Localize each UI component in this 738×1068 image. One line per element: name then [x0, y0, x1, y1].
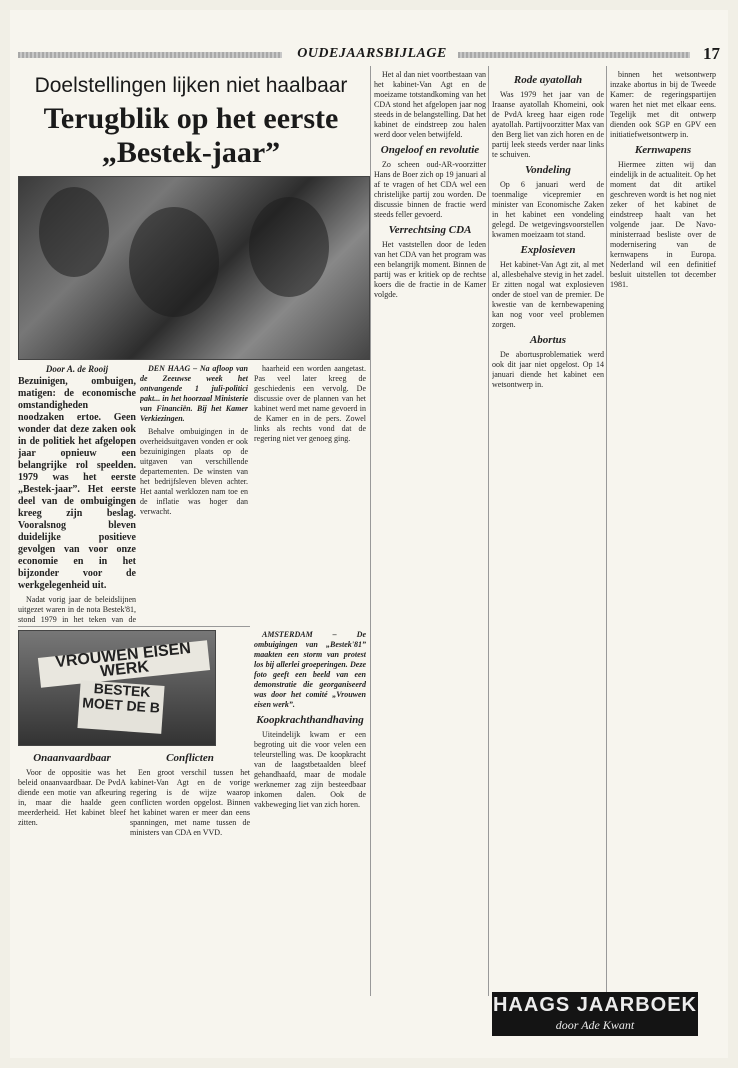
article-title	[16, 102, 366, 170]
article-column	[492, 70, 604, 990]
section-heading: Abortus	[529, 334, 567, 346]
demonstration-photo	[18, 630, 216, 746]
section-heading: Onaanvaardbaar	[33, 752, 111, 764]
article-paragraph: Een groot verschil tussen het kabinet-Van Agt en de vorige regering is de wijze waarop conflicten worden opgelost. Binnen het kabinet waren er meer dan eens spanningen, met name tussen de ministers van CDA en VVD.	[130, 768, 250, 837]
section-heading: Conflicten	[166, 752, 214, 764]
ad-title: HAAGS JAARBOEK	[492, 994, 698, 1016]
article-paragraph: Het kabinet-Van Agt zit, al met al, allesbehalve stevig in het zadel. Er zitten nogal wat explosieven onder de stoel van de premier. De kwestie van de kernbewapening kan nog voor veel problemen zorgen.	[492, 260, 604, 329]
article-paragraph: Op 6 januari werd de toenmalige vicepremier en minister van Economische Zaken in het kabinet een vondeling gelegd. De wetgevingsvoorstellen kwamen moeizaam tot stand.	[492, 180, 604, 239]
ad-subtitle: door Ade Kwant	[555, 1018, 635, 1032]
article-column	[18, 748, 126, 990]
divider	[18, 626, 250, 627]
article-column	[140, 364, 248, 626]
article-paragraph: Was 1979 het jaar van de Iraanse ayatollah Khomeini, ook de PvdA kreeg haar eigen rode ayatollah. Partijvoorzitter Max van den Berg liet van zich horen en de partij leek steeds verder naar links te schuiven.	[492, 90, 604, 159]
section-heading: Rode ayatollah	[513, 74, 583, 86]
photo-figure	[129, 207, 219, 317]
page-number: 17	[703, 44, 720, 63]
article-paragraph: Behalve ombuigingen in de overheidsuitgaven vonden er ook bezuinigingen plaats op de uitgaven van verschillende departementen. De winsten van het bedrijfsleven bleven achter. Het aantal werklozen nam toe en de inflatie was hoger dan verwacht.	[140, 427, 248, 516]
article-paragraph: De abortusproblematiek werd ook dit jaar niet opgelost. Op 14 januari diende het kabinet een wetsontwerp in.	[492, 350, 604, 389]
article-paragraph: binnen het wetsontwerp inzake abortus in bij de Tweede Kamer: de regeringspartijen waren het niet met elkaar eens. Tegelijk met dit ontwerp dienden ook SGP en GPV een initiatiefwetsontwerp in.	[610, 70, 716, 139]
article-headline	[16, 74, 366, 170]
article-kicker: Doelstellingen lijken niet haalbaar	[34, 74, 348, 97]
article-paragraph: Nadat vorig jaar de beleidslijnen uitgezet waren in de nota Bestek'81, stond 1979 in het teken van de	[18, 595, 136, 624]
article-column	[610, 70, 716, 990]
cabinet-photo	[18, 176, 370, 360]
article-paragraph: Zo scheen oud-AR-voorzitter Hans de Boer zich op 19 januari al af te vragen of het CDA wel een christelijke partij zou worden. De discussie binnen de fractie werd steeds feller gevoerd.	[374, 160, 486, 219]
article-column	[254, 364, 366, 626]
section-heading: Kernwapens	[634, 144, 692, 156]
article-column	[130, 748, 250, 990]
article-paragraph: Hiermee zitten wij dan eindelijk in de actualiteit. Op het moment dat dit artikel geschreven wordt is het nog niet zeker of het kabinet de eindstreep haalt van het volgende jaar. De Navo-ministerraad besliste over de modernisering van de kernwapens in Europa. Nederland wil een definitief besluit uitstellen tot december 1981.	[610, 160, 716, 289]
article-paragraph: Uiteindelijk kwam er een begroting uit die voor velen een teleurstelling was. De koopkracht van de laagstbetaalden bleef gehandhaafd, maar de modale werknemer zag zijn besteedbaar inkomen dalen. Ook de vakbeweging liet van zich horen.	[254, 730, 366, 809]
photo-figure	[249, 197, 329, 297]
article-lead: Bezuinigen, ombuigen, matigen: de economische omstandigheden noodzaken ertoe. Geen wonder dat deze zaken ook in de politiek het afgelopen jaar opnieuw een belangrijke rol speelden. 1979 was het eerste „Bestek-jaar”. Het eerste deel van de ombuigingen kreeg zijn beslag. Vooralsnog bleven duidelijke positieve gevolgen van voor onze economie en in het bijzonder voor de werkgelegenheid uit.	[18, 376, 136, 591]
header-rule-right	[458, 52, 690, 58]
column-rule	[370, 66, 371, 996]
protest-banner: VROUWEN EISEN WERK	[38, 640, 210, 688]
article-paragraph: Voor de oppositie was het beleid onaanvaardbaar. De PvdA diende een motie van afkeuring in, maar die haalde geen meerderheid. Het kabinet bleef zitten.	[18, 768, 126, 827]
article-paragraph: Het vaststellen door de leden van het CDA van het program was een belangrijk moment. Binnen de partij was er kritiek op de rechtse koers die de fractie in de Kamer volgde.	[374, 240, 486, 299]
section-heading: Koopkrachthandhaving	[256, 714, 364, 726]
article-column	[374, 70, 486, 990]
article-title-line1: Terugblik op het eerste	[43, 102, 339, 135]
section-heading: Explosieven	[520, 244, 576, 256]
article-column	[18, 364, 136, 626]
photo-figure	[39, 187, 109, 277]
page-header	[18, 46, 720, 64]
column-rule	[488, 66, 489, 996]
header-rule-left	[18, 52, 282, 58]
photo-caption: DEN HAAG – Na afloop van de Zeeuwse week het ontvangende 1 juli-politici pakt... in het hoorzaal Ministerie van Financiën. Bij het Kamer Verkiezingen.	[140, 364, 248, 423]
advertisement	[492, 992, 698, 1036]
column-rule	[606, 66, 607, 996]
section-heading: Vondeling	[525, 164, 571, 176]
article-paragraph: Het al dan niet voortbestaan van het kabinet-Van Agt en de moeizame totstandkoming van het CDA stond het afgelopen jaar nog steeds in de belangstelling. Dat het kabinet de eindstreep zou halen werd door velen betwijfeld.	[374, 70, 486, 139]
photo-caption: AMSTERDAM – De ombuigingen van „Bestek'81” maakten een storm van protest los bij allerlei groeperingen. Deze foto geeft een beeld van een demonstratie die georganiseerd was door het comité „Vrouwen eisen werk”.	[254, 630, 366, 709]
article-column	[254, 630, 366, 990]
section-heading: Ongeloof en revolutie	[380, 144, 480, 156]
protest-sign: BESTEK MOET DE B	[77, 680, 164, 734]
section-heading: Verrechtsing CDA	[388, 224, 472, 236]
article-paragraph: haarheid een worden aangetast. Pas veel later kreeg de geschiedenis een vervolg. De discussie over de plannen van het kabinet werd met name gevoerd in de Kamer en in de pers. Zowel links als rechts vond dat de regering niet ver genoeg ging.	[254, 364, 366, 443]
section-title: OUDEJAARSBIJLAGE	[297, 46, 447, 61]
article-byline: Door A. de Rooij	[45, 364, 109, 374]
article-title-line2: „Bestek-jaar”	[101, 136, 281, 169]
